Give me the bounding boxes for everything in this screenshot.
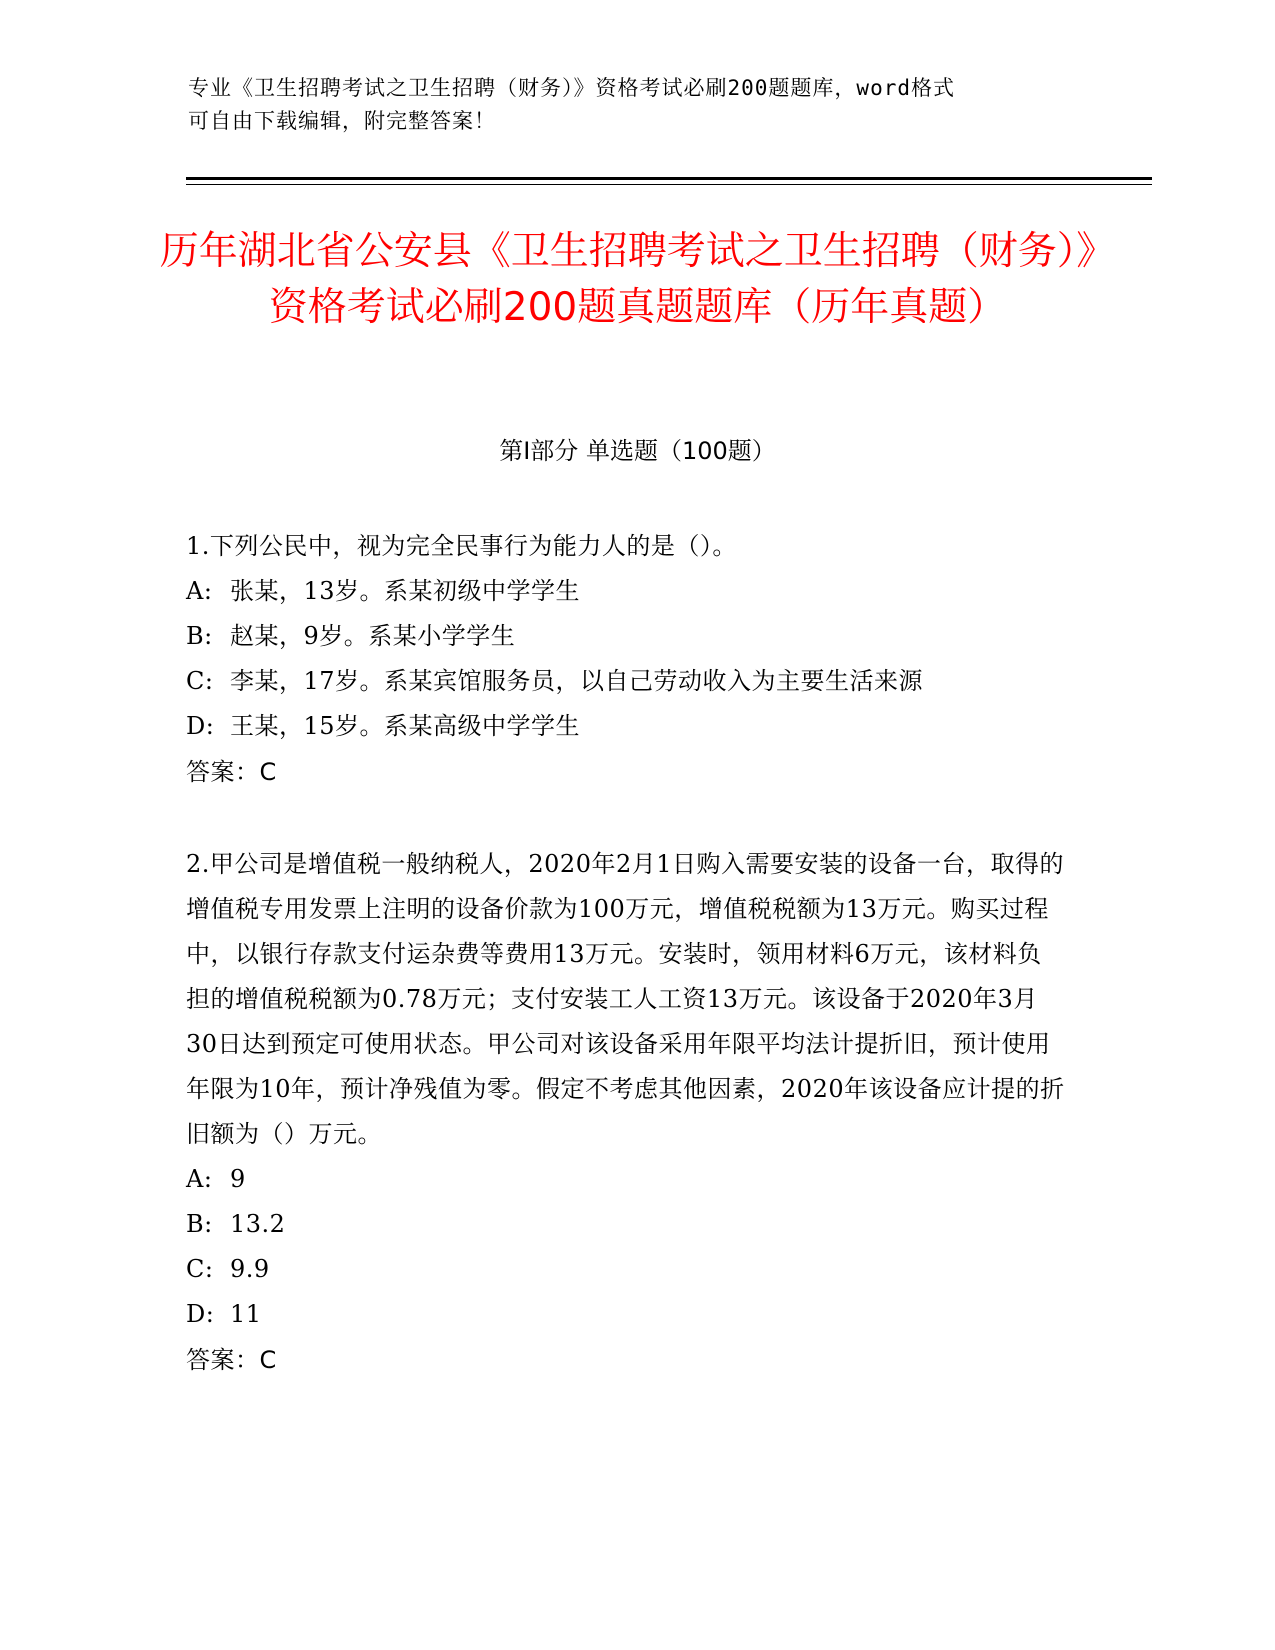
option-text: 11 [230,1300,262,1328]
option-c [186,659,1066,704]
option-letter: A: [186,1165,213,1193]
question-2 [186,842,1066,1383]
answer: 答案：C [186,758,277,786]
option-c [186,1247,1066,1292]
option-b [186,614,1066,659]
option-text: 李某，17岁。系某宾馆服务员，以自己劳动收入为主要生活来源 [230,667,924,695]
option-text: 张某，13岁。系某初级中学学生 [230,577,581,605]
option-letter: B: [186,622,213,650]
header-note [188,72,1068,138]
header-note-line-1: 专业《卫生招聘考试之卫生招聘（财务）》资格考试必刷200题题库，word格式 [188,76,955,100]
option-letter: A: [186,577,213,605]
option-text: 9 [230,1165,246,1193]
option-letter: D: [186,712,215,740]
option-text: 9.9 [230,1255,270,1283]
header-note-line-2: 可自由下载编辑，附完整答案！ [188,109,496,133]
option-d [186,704,1066,749]
option-letter: D: [186,1300,215,1328]
option-letter: C: [186,667,214,695]
option-text: 赵某，9岁。系某小学学生 [230,622,516,650]
header-rule-thick [186,177,1152,180]
header-rule-thin [186,184,1152,185]
option-b [186,1202,1066,1247]
option-a [186,569,1066,614]
option-a [186,1157,1066,1202]
option-text: 王某，15岁。系某高级中学学生 [230,712,581,740]
question-1 [186,524,1066,795]
option-d [186,1292,1066,1337]
question-stem: 2.甲公司是增值税一般纳税人，2020年2月1日购入需要安装的设备一台，取得的增值税专用发票上注明的设备价款为100万元，增值税税额为13万元。购买过程中，以银行存款支付运杂费等费用13万元。安装时，领用材料6万元，该材料负担的增值税税额为0.78万元；支付安装工人工资13万元。该设备于2020年3月30日达到预定可使用状态。甲公司对该设备采用年限平均法计提折旧，预计使用年限为10年，预计净残值为零。假定不考虑其他因素，2020年该设备应计提的折旧额为（）万元。 [186,850,1065,1148]
document-title: 历年湖北省公安县《卫生招聘考试之卫生招聘（财务）》资格考试必刷200题真题题库（历年真题） [159,229,1116,330]
option-letter: C: [186,1255,214,1283]
option-letter: B: [186,1210,213,1238]
answer: 答案：C [186,1346,277,1374]
section-title: 第I部分 单选题（100题） [499,437,776,465]
question-stem: 1.下列公民中，视为完全民事行为能力人的是（）。 [186,532,737,560]
option-text: 13.2 [230,1210,286,1238]
